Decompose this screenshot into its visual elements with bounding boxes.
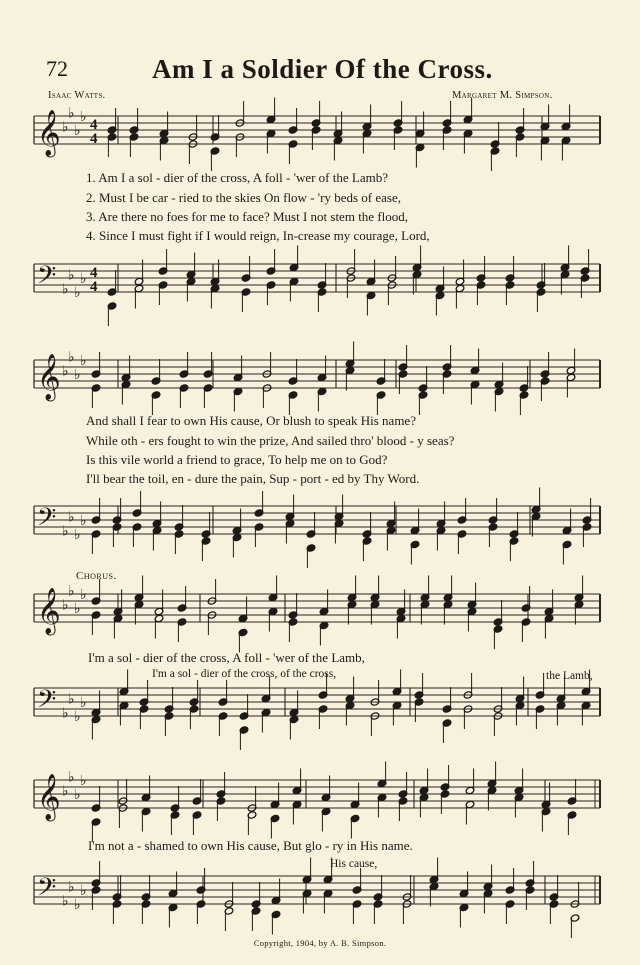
verse-2-line-1: 2. Must I be car - ried to the skies On flow - 'ry beds of ease, bbox=[86, 190, 401, 205]
verse-2-line-2: While oth - ers fought to win the prize, And sailed thro' blood - y seas? bbox=[86, 433, 455, 448]
flat-icon: ♭ bbox=[68, 267, 75, 284]
flat-icon: ♭ bbox=[80, 587, 87, 603]
flat-icon: ♭ bbox=[74, 601, 81, 617]
verse-4-line-2: I'll bear the toil, en - dure the pain, Sup - port - ed by Thy Word. bbox=[86, 471, 420, 486]
flat-icon: ♭ bbox=[80, 271, 87, 287]
flat-icon: ♭ bbox=[74, 897, 81, 913]
flat-icon: ♭ bbox=[74, 123, 81, 139]
bass-clef-icon: 𝄢 bbox=[37, 261, 57, 296]
flat-icon: ♭ bbox=[62, 705, 69, 722]
flat-icon: ♭ bbox=[80, 695, 87, 711]
verse-4-line-1: 4. Since I must fight if I would reign, In-crease my courage, Lord, bbox=[86, 228, 430, 243]
flat-icon: ♭ bbox=[80, 109, 87, 125]
chorus-line-2-bass: His cause, bbox=[330, 858, 378, 870]
flat-icon: ♭ bbox=[80, 773, 87, 789]
bass-clef-icon: 𝄢 bbox=[37, 503, 57, 538]
composer-credit: Margaret M. Simpson. bbox=[452, 90, 553, 101]
verse-3-line-1: 3. Are there no foes for me to face? Must I not stem the flood, bbox=[86, 209, 409, 224]
lyricist-credit: Isaac Watts. bbox=[48, 90, 106, 101]
treble-clef-icon: 𝄞 bbox=[37, 774, 61, 820]
flat-icon: ♭ bbox=[62, 893, 69, 910]
time-signature-top: 4 bbox=[90, 265, 98, 281]
verse-1-line-1: 1. Am I a sol - dier of the cross, A foll - 'wer of the Lamb? bbox=[86, 170, 388, 185]
chorus-line-1-bass-end: the Lamb, bbox=[546, 670, 593, 682]
flat-icon: ♭ bbox=[74, 367, 81, 383]
treble-clef-icon: 𝄞 bbox=[37, 588, 61, 634]
time-signature-bottom: 4 bbox=[90, 131, 98, 147]
flat-icon: ♭ bbox=[74, 787, 81, 803]
flat-icon: ♭ bbox=[68, 769, 75, 786]
time-signature-bottom: 4 bbox=[90, 279, 98, 295]
verse-3-line-2: Is this vile world a friend to grace, To help me on to God? bbox=[86, 452, 388, 467]
flat-icon: ♭ bbox=[68, 691, 75, 708]
flat-icon: ♭ bbox=[62, 281, 69, 298]
copyright-notice: Copyright, 1904, by A. B. Simpson. bbox=[253, 938, 387, 948]
flat-icon: ♭ bbox=[62, 783, 69, 800]
treble-clef-icon: 𝄞 bbox=[37, 110, 61, 156]
hymn-title: Am I a Soldier Of the Cross. bbox=[152, 54, 493, 84]
chorus-line-2: I'm not a - shamed to own His cause, But glo - ry in His name. bbox=[88, 838, 413, 853]
flat-icon: ♭ bbox=[62, 119, 69, 136]
flat-icon: ♭ bbox=[68, 509, 75, 526]
flat-icon: ♭ bbox=[80, 513, 87, 529]
flat-icon: ♭ bbox=[80, 353, 87, 369]
chorus-line-1: I'm a sol - dier of the cross, A foll - 'wer of the Lamb, bbox=[88, 650, 365, 665]
bass-clef-icon: 𝄢 bbox=[37, 685, 57, 720]
chorus-line-1-bass: I'm a sol - dier of the cross, of the cross, bbox=[152, 668, 337, 680]
flat-icon: ♭ bbox=[68, 583, 75, 600]
hymn-number: 72 bbox=[46, 56, 68, 81]
chorus-label: Chorus. bbox=[76, 570, 117, 582]
treble-clef-icon: 𝄞 bbox=[37, 354, 61, 400]
bass-clef-icon: 𝄢 bbox=[37, 873, 57, 908]
flat-icon: ♭ bbox=[62, 363, 69, 380]
flat-icon: ♭ bbox=[74, 285, 81, 301]
flat-icon: ♭ bbox=[68, 879, 75, 896]
flat-icon: ♭ bbox=[80, 883, 87, 899]
flat-icon: ♭ bbox=[68, 105, 75, 122]
flat-icon: ♭ bbox=[62, 597, 69, 614]
verse-1-line-2: And shall I fear to own His cause, Or blush to speak His name? bbox=[86, 413, 416, 428]
time-signature-top: 4 bbox=[90, 117, 98, 133]
flat-icon: ♭ bbox=[68, 349, 75, 366]
flat-icon: ♭ bbox=[74, 527, 81, 543]
flat-icon: ♭ bbox=[62, 523, 69, 540]
flat-icon: ♭ bbox=[74, 709, 81, 725]
